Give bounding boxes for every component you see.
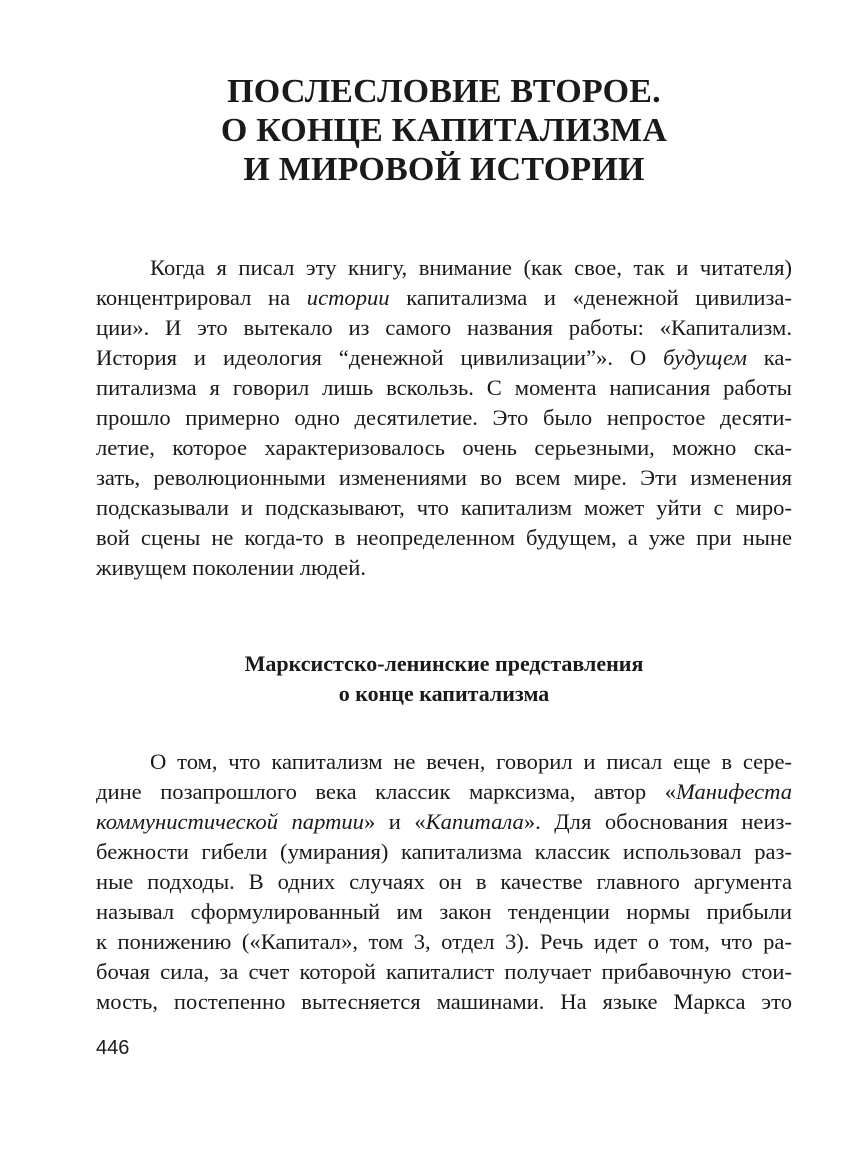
paragraph-2-line [96, 987, 792, 1017]
italic-text: Капитала [425, 809, 524, 834]
text-run: бежности гибели (умирания) капитализма классик использовал раз- [96, 839, 792, 864]
chapter-title-line-2: О КОНЦЕ КАПИТАЛИЗМА [220, 112, 668, 149]
paragraph-2-line [96, 957, 792, 987]
paragraph-1-line [96, 433, 792, 463]
text-run: мость, постепенно вытесняется машинами. На языке Маркса это [96, 989, 792, 1014]
paragraph-2-line [96, 867, 792, 897]
italic-text: будущем [663, 345, 747, 370]
text-run: Когда я писал эту книгу, внимание (как свое, так и читателя) [150, 255, 792, 280]
paragraph-1-line [96, 253, 792, 283]
text-run: История и идеология “денежной цивилизации”». О [96, 345, 664, 370]
text-run: » и « [363, 809, 426, 834]
text-run: дине позапрошлого века классик марксизма, автор « [96, 779, 676, 804]
text-run: питализма я говорил лишь вскользь. С момента написания работы [96, 375, 792, 400]
text-run: ка- [746, 345, 792, 370]
text-run: капитализма и «денежной цивилиза- [389, 285, 792, 310]
paragraph-1-line [96, 493, 792, 523]
section-title-line-1: Марксистско-ленинские представления [244, 651, 644, 676]
italic-text: коммунистической партии [96, 809, 364, 834]
text-run: называл сформулированный им закон тенденции нормы прибыли [96, 899, 792, 924]
paragraph-1-line [96, 403, 792, 433]
section-title-line-2: о конце капитализма [338, 681, 550, 706]
paragraph-2 [96, 747, 792, 1017]
paragraph-1-line [96, 373, 792, 403]
text-run: зать, революционными изменениями во всем мире. Эти изменения [96, 465, 792, 490]
text-run: бочая сила, за счет которой капиталист получает прибавочную стои- [96, 959, 792, 984]
section-title [96, 649, 792, 709]
paragraph-1-line [96, 343, 792, 373]
paragraph-1-line [96, 313, 792, 343]
chapter-title-line-3: И МИРОВОЙ ИСТОРИИ [243, 151, 645, 188]
italic-text: Манифеста [676, 779, 792, 804]
text-run: живущем поколении людей. [96, 555, 366, 580]
italic-text: истории [306, 285, 390, 310]
paragraph-1 [96, 253, 792, 583]
text-run: О том, что капитализм не вечен, говорил и писал еще в сере- [150, 749, 792, 774]
paragraph-1-line [96, 463, 792, 493]
paragraph-2-line [96, 837, 792, 867]
chapter-title [96, 60, 792, 189]
text-run: подсказывали и подсказывают, что капитализм может уйти с миро- [96, 495, 792, 520]
paragraph-1-line [96, 553, 792, 583]
text-run: летие, которое характеризовалось очень серьезными, можно ска- [96, 435, 792, 460]
text-run: концентрировал на [96, 285, 307, 310]
text-run: к понижению («Капитал», том 3, отдел 3). Речь идет о том, что ра- [96, 929, 792, 954]
text-run: ». Для обоснования неиз- [523, 809, 792, 834]
paragraph-2-line [96, 807, 792, 837]
paragraph-2-line [96, 747, 792, 777]
text-run: прошло примерно одно десятилетие. Это было непростое десяти- [96, 405, 792, 430]
paragraph-1-line [96, 283, 792, 313]
page-number: 446 [96, 1037, 130, 1059]
paragraph-2-line [96, 897, 792, 927]
paragraph-1-line [96, 523, 792, 553]
paragraph-2-line [96, 927, 792, 957]
paragraph-2-line [96, 777, 792, 807]
chapter-title-line-1: ПОСЛЕСЛОВИЕ ВТОРОЕ. [227, 73, 661, 110]
page-content [96, 60, 792, 1017]
text-run: ные подходы. В одних случаях он в качестве главного аргумента [96, 869, 792, 894]
text-run: вой сцены не когда-то в неопределенном будущем, а уже при ныне [96, 525, 792, 550]
text-run: ции». И это вытекало из самого названия работы: «Капитализм. [96, 315, 792, 340]
